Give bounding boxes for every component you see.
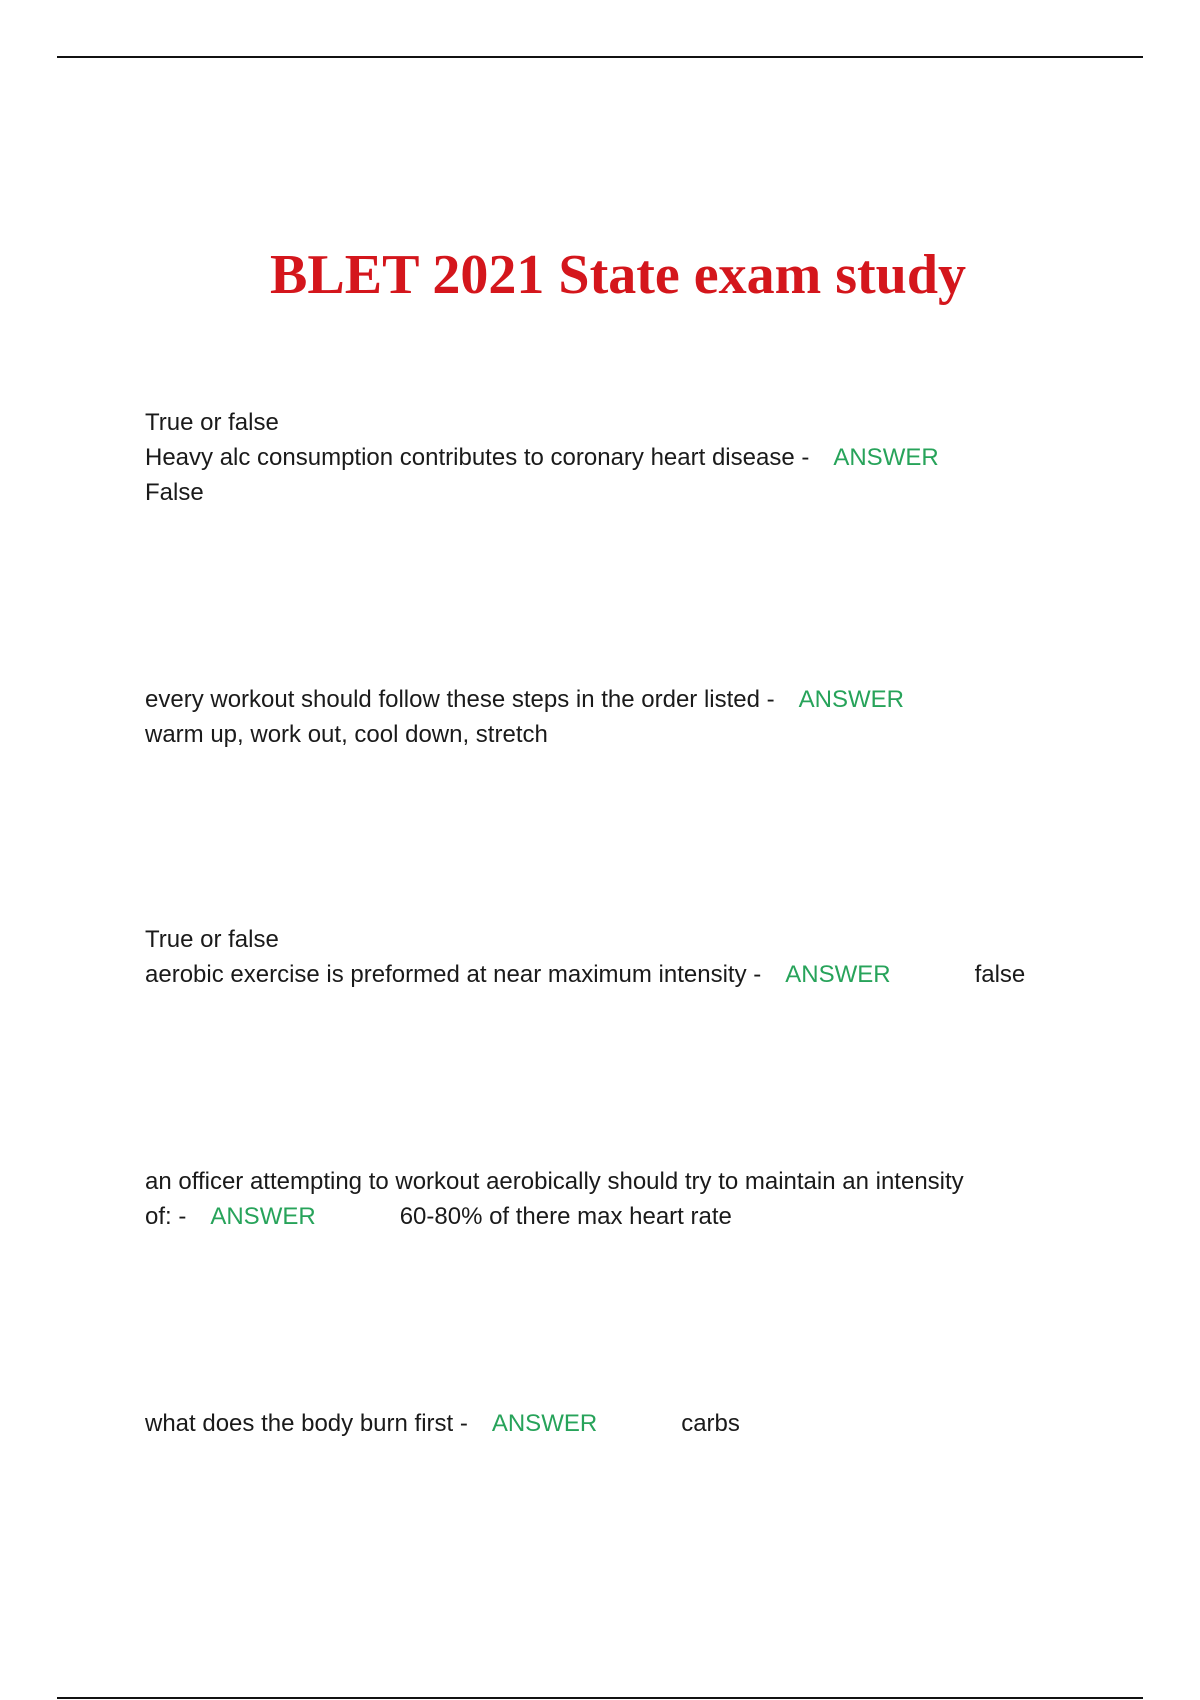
question-prefix: True or false <box>145 409 279 436</box>
qa-item <box>145 682 1085 752</box>
qa-item <box>145 1406 1085 1441</box>
footer-rule <box>57 1697 1143 1699</box>
question-line <box>145 1406 1085 1441</box>
header-rule <box>57 56 1143 58</box>
question-text: aerobic exercise is preformed at near maximum intensity - <box>145 961 762 988</box>
question-text-continued: of: - <box>145 1203 187 1230</box>
question-text: every workout should follow these steps in the order listed - <box>145 686 775 713</box>
answer-label: ANSWER <box>210 1203 316 1230</box>
answer-text: carbs <box>681 1410 740 1437</box>
question-text: what does the body burn first - <box>145 1410 468 1437</box>
question-prefix: True or false <box>145 926 279 953</box>
answer-text: False <box>145 479 204 506</box>
answer-text: false <box>974 961 1026 988</box>
answer-label: ANSWER <box>798 686 904 713</box>
answer-text: 60-80% of there max heart rate <box>399 1203 732 1230</box>
question-line <box>145 1199 1085 1234</box>
question-line <box>145 440 1085 475</box>
question-line <box>145 957 1085 992</box>
question-line <box>145 682 1085 717</box>
question-text: Heavy alc consumption contributes to coronary heart disease - <box>145 444 810 471</box>
answer-label: ANSWER <box>833 444 939 471</box>
answer-label: ANSWER <box>491 1410 598 1437</box>
answer-label: ANSWER <box>785 961 891 988</box>
qa-item <box>145 1164 1085 1234</box>
qa-item <box>145 405 1085 510</box>
question-text: an officer attempting to workout aerobically should try to maintain an intensity <box>145 1168 964 1195</box>
answer-text: warm up, work out, cool down, stretch <box>145 721 548 748</box>
document-title: BLET 2021 State exam study <box>270 244 966 306</box>
qa-item <box>145 922 1085 992</box>
